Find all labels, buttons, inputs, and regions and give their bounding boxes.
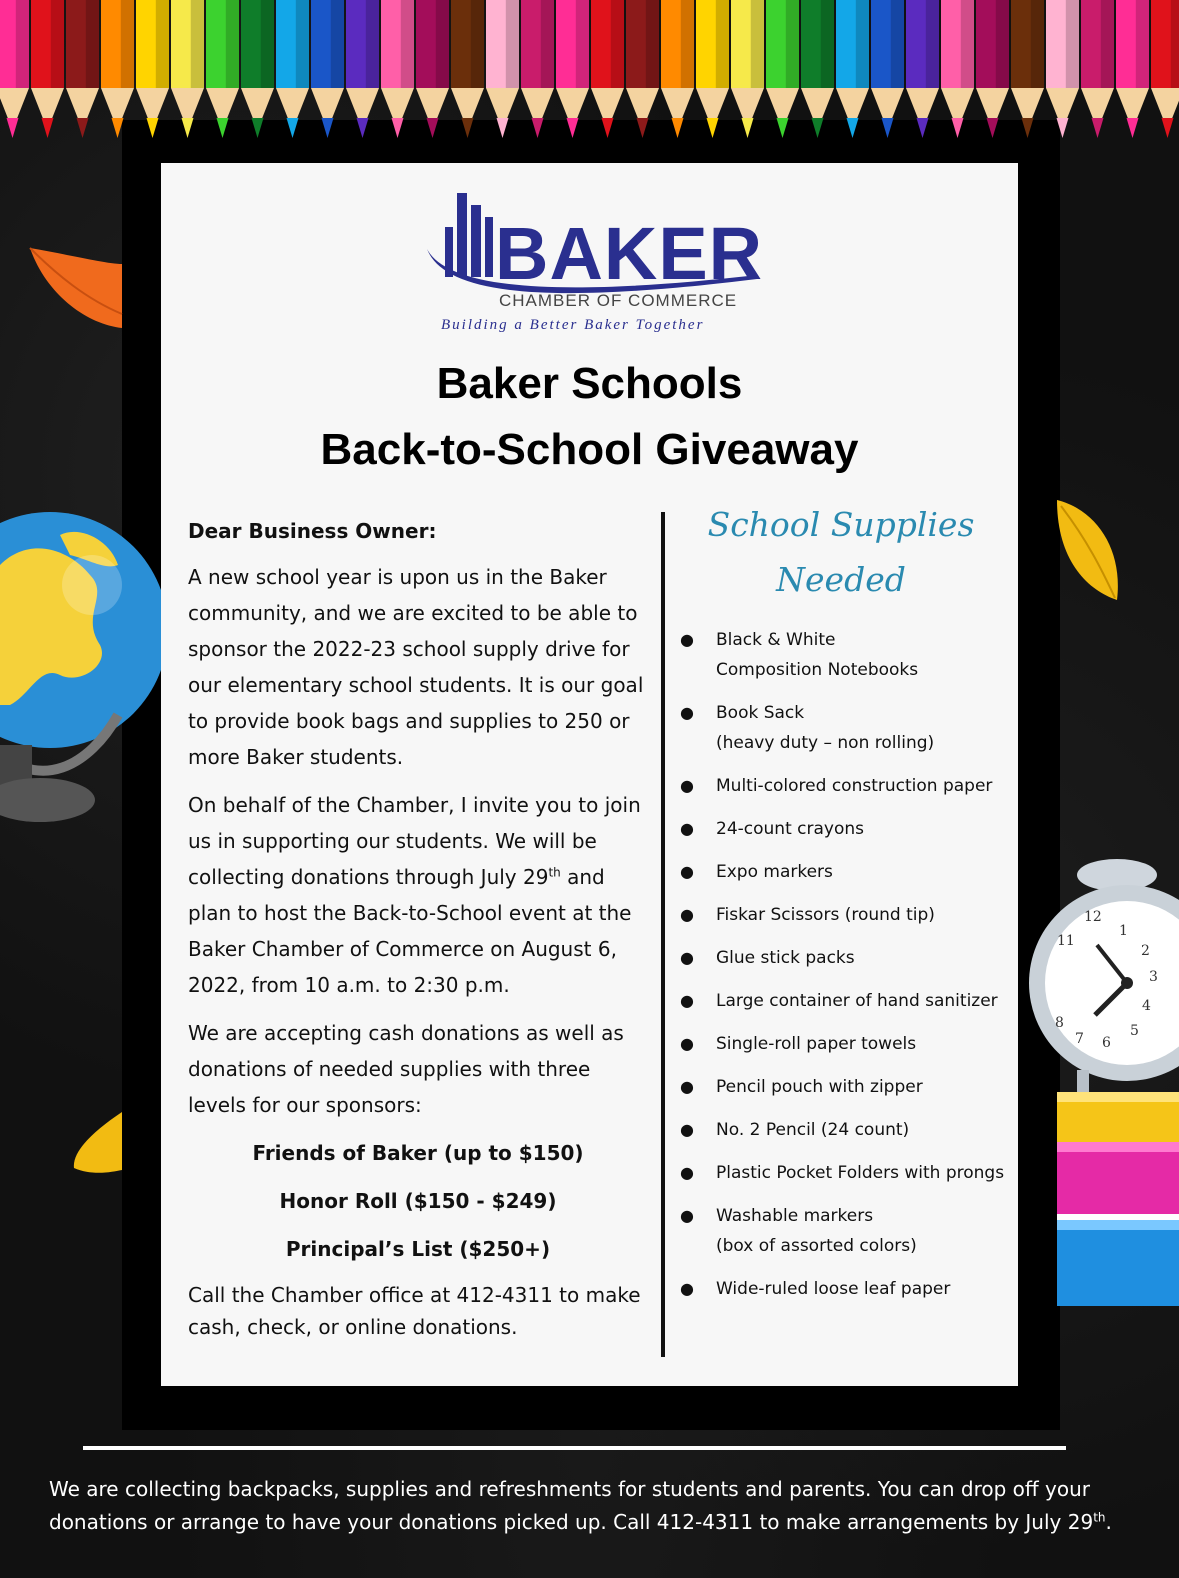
paragraph-invite-text-2: and plan to host the Back-to-School event at the Baker Chamber of Commerce on August 6, 2022, from 10 a.m. to 2:30 p.m. <box>188 865 632 997</box>
sponsor-level-honor-roll: Honor Roll ($150 - $249) <box>279 1189 557 1213</box>
pencil-shade <box>611 0 624 88</box>
closing-call-to-action: Call the Chamber office at 412-4311 to make cash, check, or online donations. <box>188 1283 641 1339</box>
pencil-lead <box>147 118 159 138</box>
pencil-lead <box>952 118 964 138</box>
pencil-shade <box>86 0 99 88</box>
item-line-1: No. 2 Pencil (24 count) <box>716 1120 910 1140</box>
footer-text-2: . <box>1105 1510 1112 1534</box>
pencil-lead <box>357 118 369 138</box>
pencil-shade <box>16 0 29 88</box>
pencil-shade <box>576 0 589 88</box>
bullet-icon: ● <box>680 1077 694 1096</box>
page-title <box>161 351 1018 483</box>
bullet-icon: ● <box>680 862 694 881</box>
list-item <box>673 625 1013 685</box>
yellow-leaf-icon <box>72 1112 122 1182</box>
pencil-lead <box>882 118 894 138</box>
baker-chamber-logo <box>427 187 764 333</box>
pencil-shade <box>401 0 414 88</box>
pencil-shade <box>191 0 204 88</box>
item-line-1: Multi-colored construction paper <box>716 776 993 796</box>
pencil-lead <box>77 118 89 138</box>
books-icon <box>1057 1078 1179 1318</box>
svg-text:3: 3 <box>1149 969 1158 985</box>
pencil-lead <box>427 118 439 138</box>
svg-text:5: 5 <box>1130 1023 1139 1039</box>
bullet-icon: ● <box>680 905 694 924</box>
logo-wordmark: BAKER <box>495 212 764 295</box>
globe-icon <box>0 495 122 835</box>
pencil-lead <box>917 118 929 138</box>
pencil-shade <box>331 0 344 88</box>
footer-text-1: We are collecting backpacks, supplies and refreshments for students and parents. You can drop off your donations or arrange to have your donations picked up. Call 412-4311 to make arrangements by July 29 <box>49 1477 1094 1534</box>
list-item <box>673 698 1013 758</box>
pencil-lead <box>567 118 579 138</box>
pencil-lead <box>1162 118 1174 138</box>
bullet-icon: ● <box>680 1279 694 1298</box>
pencil-lead <box>42 118 54 138</box>
pencil-shade <box>996 0 1009 88</box>
autumn-leaf-icon <box>26 244 122 328</box>
item-line-1: Expo markers <box>716 862 833 882</box>
pencil-lead <box>252 118 264 138</box>
bullet-icon: ● <box>680 1034 694 1053</box>
pencil-shade <box>1101 0 1114 88</box>
svg-text:1: 1 <box>1119 923 1128 939</box>
pencil-lead <box>182 118 194 138</box>
pencil-lead <box>637 118 649 138</box>
pencil-shade <box>891 0 904 88</box>
salutation: Dear Business Owner: <box>188 519 437 543</box>
list-item <box>673 943 1013 973</box>
pencil-lead <box>1057 118 1069 138</box>
logo-tagline: Building a Better Baker Together <box>441 317 705 333</box>
bullet-icon: ● <box>680 819 694 838</box>
pencil-lead <box>287 118 299 138</box>
bullet-icon: ● <box>680 630 694 649</box>
list-item <box>673 900 1013 930</box>
footer-ordinal-suffix: th <box>1093 1510 1106 1525</box>
footer-divider <box>83 1446 1066 1450</box>
letter-body <box>188 513 648 1355</box>
pencil-shade <box>541 0 554 88</box>
logo-chamber-text: CHAMBER OF COMMERCE <box>499 291 738 310</box>
pencil-lead <box>847 118 859 138</box>
pencil-shade <box>51 0 64 88</box>
pencil-shade <box>436 0 449 88</box>
list-item <box>673 1029 1013 1059</box>
pencil-shade <box>471 0 484 88</box>
bullet-icon: ● <box>680 991 694 1010</box>
item-line-1: Plastic Pocket Folders with prongs <box>716 1163 1005 1183</box>
list-item <box>673 986 1013 1016</box>
bullet-icon: ● <box>680 1206 694 1225</box>
svg-text:4: 4 <box>1142 998 1151 1014</box>
letter-paper <box>161 163 1018 1386</box>
item-line-2: (box of assorted colors) <box>716 1236 917 1256</box>
sponsor-level-principals-list: Principal’s List ($250+) <box>285 1237 551 1261</box>
pencil-shade <box>786 0 799 88</box>
svg-text:2: 2 <box>1141 943 1150 959</box>
pencil-lead <box>987 118 999 138</box>
pencil-lead <box>1127 118 1139 138</box>
bullet-icon: ● <box>680 703 694 722</box>
paragraph-intro: A new school year is upon us in the Baker community, and we are excited to be able to sponsor the 2022-23 school supply drive for our elementary school students. It is our goal to provide book bags and supplies to 250 or more Baker students. <box>188 565 644 769</box>
svg-text:12: 12 <box>1084 909 1102 925</box>
list-item <box>673 1201 1013 1261</box>
pencil-shade <box>1171 0 1179 88</box>
pencil-lead <box>1022 118 1034 138</box>
list-item <box>673 771 1013 801</box>
list-item <box>673 1072 1013 1102</box>
item-line-1: Fiskar Scissors (round tip) <box>716 905 935 925</box>
pencil-lead <box>112 118 124 138</box>
item-line-1: Single-roll paper towels <box>716 1034 917 1054</box>
sponsor-level-friends: Friends of Baker (up to $150) <box>252 1141 584 1165</box>
pencil-shade <box>121 0 134 88</box>
item-line-1: Wide-ruled loose leaf paper <box>716 1279 951 1299</box>
title-line-2: Back-to-School Giveaway <box>320 425 859 474</box>
pencil-shade <box>716 0 729 88</box>
supplies-heading-line-2: Needed <box>776 560 906 599</box>
pencil-lead <box>742 118 754 138</box>
pencil-shade <box>681 0 694 88</box>
pencil-shade <box>1136 0 1149 88</box>
pencil-shade <box>751 0 764 88</box>
supplies-heading-line-1: School Supplies <box>707 505 975 544</box>
item-line-1: Glue stick packs <box>716 948 855 968</box>
pencil-shade <box>646 0 659 88</box>
pencil-shade <box>156 0 169 88</box>
pencil-lead <box>777 118 789 138</box>
svg-text:7: 7 <box>1075 1031 1084 1047</box>
pencil-shade <box>296 0 309 88</box>
pencil-shade <box>366 0 379 88</box>
svg-text:6: 6 <box>1102 1035 1111 1051</box>
column-divider <box>661 512 665 1357</box>
item-line-2: Composition Notebooks <box>716 660 919 680</box>
pencil-shade <box>506 0 519 88</box>
item-line-1: Black & White <box>716 630 836 650</box>
list-item <box>673 814 1013 844</box>
pencil-lead <box>707 118 719 138</box>
paragraph-invite-text-1: On behalf of the Chamber, I invite you to join us in supporting our students. We will be collecting donations through July 29 <box>188 793 641 889</box>
pencil-lead <box>7 118 19 138</box>
list-item <box>673 1274 1013 1304</box>
svg-text:11: 11 <box>1057 933 1075 949</box>
supplies-heading <box>681 497 1001 607</box>
item-line-1: Pencil pouch with zipper <box>716 1077 923 1097</box>
pencil-shade <box>926 0 939 88</box>
ordinal-suffix: th <box>548 865 561 880</box>
pencil-lead <box>672 118 684 138</box>
pencil-lead <box>217 118 229 138</box>
pencil-lead <box>462 118 474 138</box>
item-line-1: Washable markers <box>716 1206 874 1226</box>
paragraph-levels: We are accepting cash donations as well as donations of needed supplies with three levels for our sponsors: <box>188 1021 624 1117</box>
pencil-shade <box>961 0 974 88</box>
bullet-icon: ● <box>680 776 694 795</box>
yellow-leaf-icon <box>1057 500 1123 610</box>
item-line-2: (heavy duty – non rolling) <box>716 733 935 753</box>
bullet-icon: ● <box>680 1120 694 1139</box>
pencil-lead <box>532 118 544 138</box>
pencil-shade <box>261 0 274 88</box>
bullet-icon: ● <box>680 1163 694 1182</box>
pencil-lead <box>1092 118 1104 138</box>
pencil-shade <box>1066 0 1079 88</box>
list-item <box>673 1115 1013 1145</box>
footer-message <box>49 1473 1159 1539</box>
colored-pencils-border <box>0 0 1179 150</box>
pencil-shade <box>1031 0 1044 88</box>
title-line-1: Baker Schools <box>436 359 743 408</box>
item-line-1: Large container of hand sanitizer <box>716 991 998 1011</box>
pencil-lead <box>322 118 334 138</box>
pencil-lead <box>392 118 404 138</box>
pencil-lead <box>812 118 824 138</box>
alarm-clock-icon <box>1057 855 1179 1095</box>
list-item <box>673 857 1013 887</box>
list-item <box>673 1158 1013 1188</box>
pencil-lead <box>497 118 509 138</box>
bullet-icon: ● <box>680 948 694 967</box>
item-line-1: Book Sack <box>716 703 805 723</box>
pencil-shade <box>856 0 869 88</box>
supplies-list <box>673 625 1013 1317</box>
pencil-shade <box>821 0 834 88</box>
paragraph-invite <box>188 787 648 1003</box>
pencil-lead <box>602 118 614 138</box>
pencil-shade <box>226 0 239 88</box>
svg-text:8: 8 <box>1055 1015 1064 1031</box>
item-line-1: 24-count crayons <box>716 819 864 839</box>
